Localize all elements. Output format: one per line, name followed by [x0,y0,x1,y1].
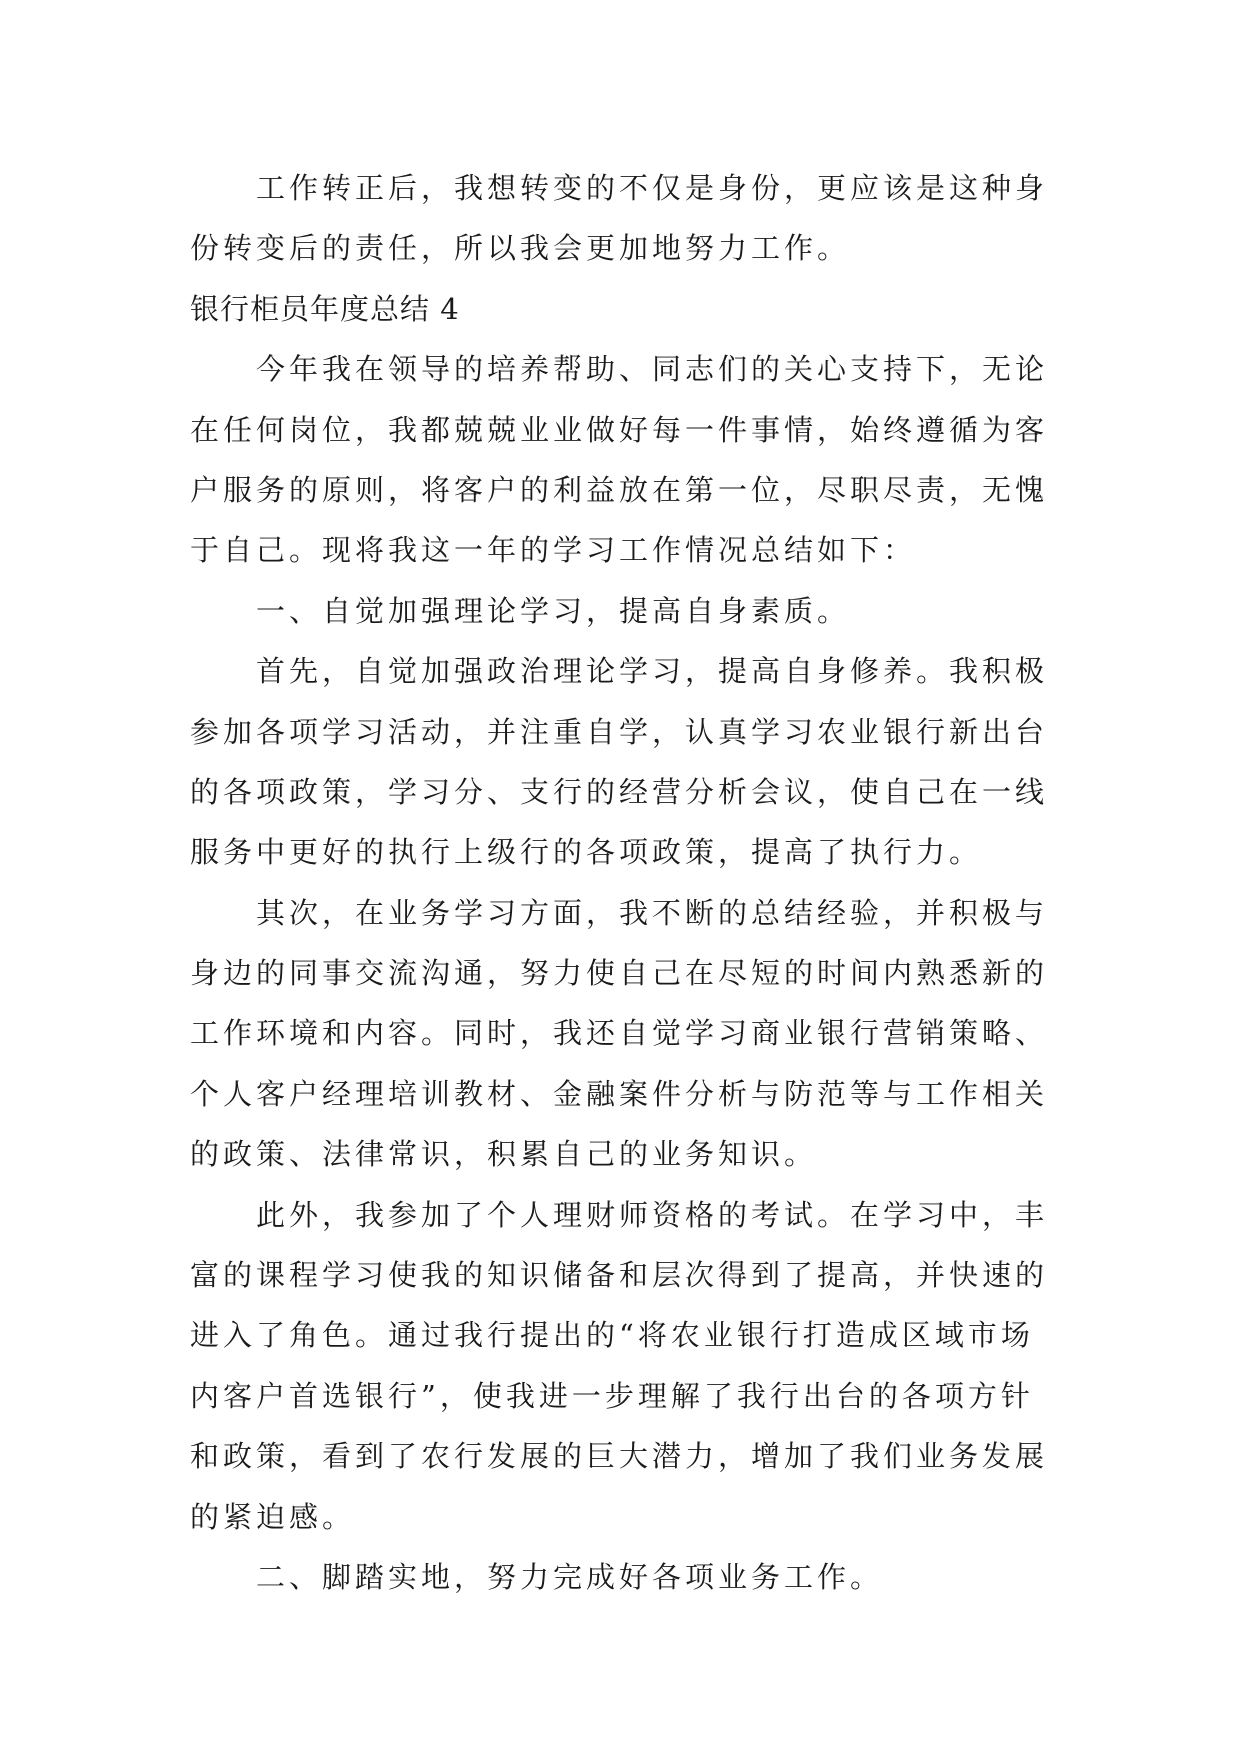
paragraph-line: 于自己。现将我这一年的学习工作情况总结如下： [190,533,917,568]
paragraph-line: 首先，自觉加强政治理论学习，提高自身修养。我积极 [256,654,1049,689]
paragraph-line: 身边的同事交流沟通，努力使自己在尽短的时间内熟悉新的 [190,956,1049,991]
paragraph-line: 今年我在领导的培养帮助、同志们的关心支持下，无论 [256,352,1049,387]
paragraph-line: 此外，我参加了个人理财师资格的考试。在学习中，丰 [256,1197,1049,1232]
paragraph-line: 份转变后的责任，所以我会更加地努力工作。 [190,231,851,266]
paragraph-line: 在任何岗位，我都兢兢业业做好每一件事情，始终遵循为客 [190,412,1049,447]
paragraph-line: 和政策，看到了农行发展的巨大潜力，增加了我们业务发展 [190,1439,1049,1474]
paragraph-line: 工作环境和内容。同时，我还自觉学习商业银行营销策略、 [190,1016,1049,1051]
paragraph-line: 服务中更好的执行上级行的各项政策，提高了执行力。 [190,835,983,870]
subheading-line: 一、自觉加强理论学习，提高自身素质。 [256,593,851,628]
paragraph-line: 的政策、法律常识，积累自己的业务知识。 [190,1137,818,1172]
paragraph-line: 进入了角色。通过我行提出的“将农业银行打造成区域市场 [190,1318,1034,1353]
document-body [190,158,1060,1607]
paragraph-line: 的紧迫感。 [190,1499,356,1534]
section-title: 银行柜员年度总结 4 [190,291,460,326]
paragraph-line: 内客户首选银行”，使我进一步理解了我行出台的各项方针 [190,1378,1034,1413]
paragraph-line: 工作转正后，我想转变的不仅是身份，更应该是这种身 [256,171,1049,205]
paragraph-line: 参加各项学习活动，并注重自学，认真学习农业银行新出台 [190,714,1049,749]
paragraph-line: 个人客户经理培训教材、金融案件分析与防范等与工作相关 [190,1076,1049,1111]
paragraph-line: 其次，在业务学习方面，我不断的总结经验，并积极与 [256,895,1049,930]
subheading-line: 二、脚踏实地，努力完成好各项业务工作。 [256,1559,884,1594]
paragraph-line: 户服务的原则，将客户的利益放在第一位，尽职尽责，无愧 [190,472,1049,507]
paragraph-line: 富的课程学习使我的知识储备和层次得到了提高，并快速的 [190,1258,1049,1293]
paragraph-line: 的各项政策，学习分、支行的经营分析会议，使自己在一线 [190,774,1049,809]
